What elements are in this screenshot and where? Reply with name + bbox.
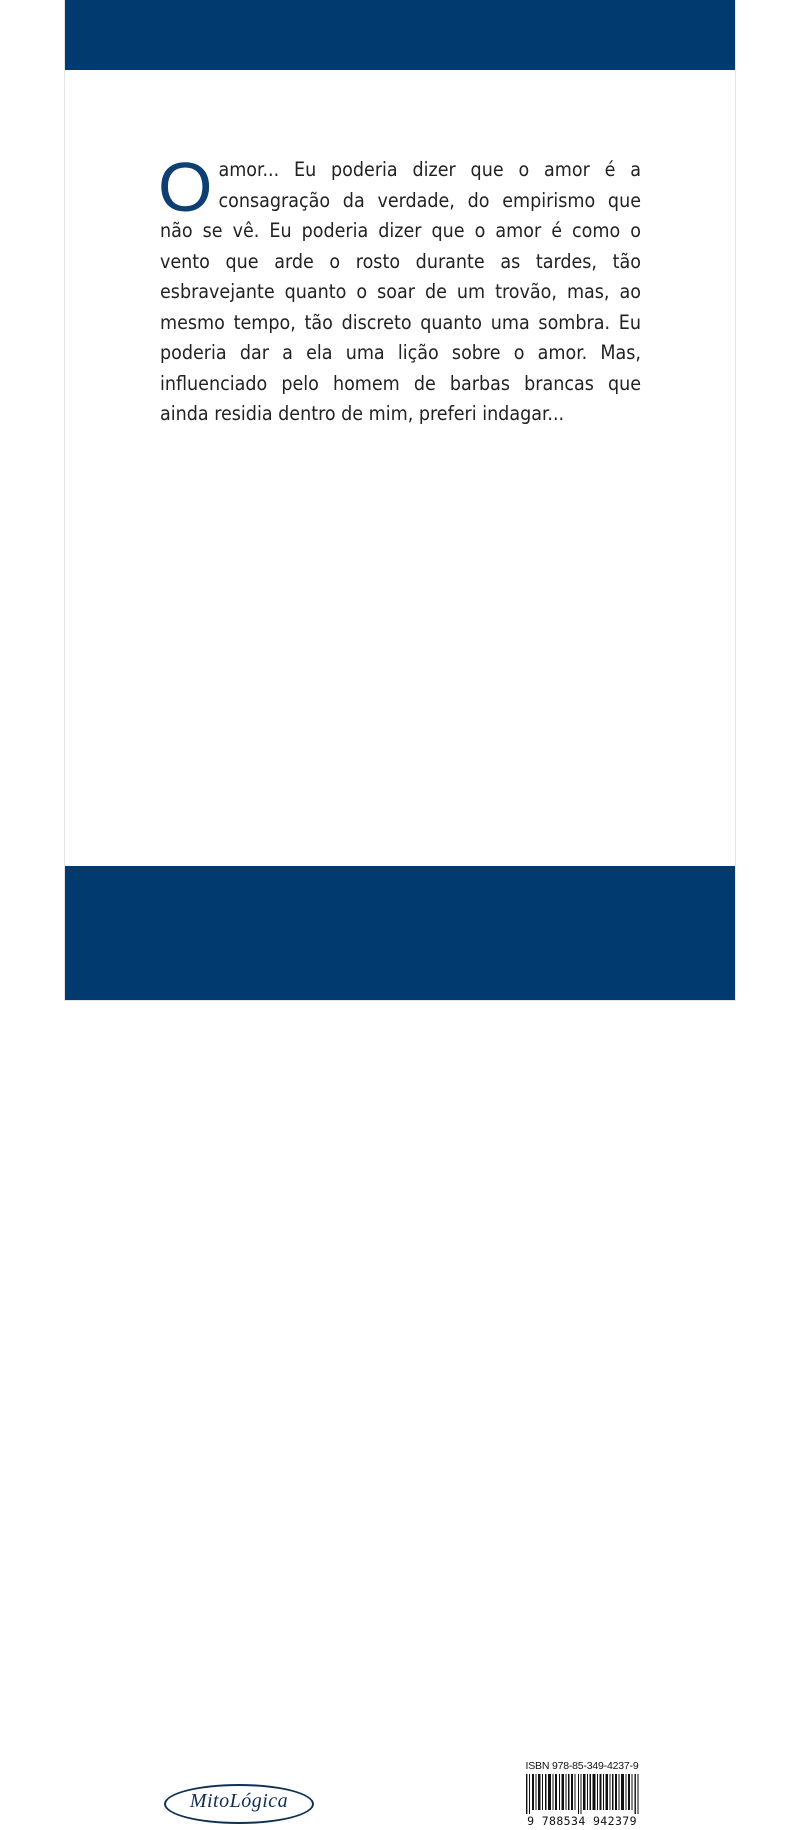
top-color-band: [65, 0, 735, 70]
back-cover-blurb: [158, 148, 641, 430]
barcode-icon: [524, 1774, 640, 1814]
book-back-cover: [65, 0, 735, 1828]
isbn-barcode-box: [520, 1758, 644, 1830]
isbn-label: ISBN 978-85-349-4237-9: [525, 1760, 639, 1772]
drop-cap-letter: O: [158, 148, 213, 226]
publisher-logo: [162, 1746, 322, 1828]
blurb-text: amor... Eu poderia dizer que o amor é a consagração da verdade, do empirismo que não se vê. Eu poderia dizer que o amor é como o vento que arde o rosto durante as tardes, tão esbravejante quanto o soar de um trovão, mas, ao mesmo tempo, tão discreto quanto uma sombra. Eu poderia dar a ela uma lição sobre o amor. Mas, influenciado pelo homem de barbas brancas que ainda residia dentro de mim, preferi indagar...: [160, 158, 641, 425]
publisher-name: MitoLógica: [189, 1790, 289, 1812]
bottom-color-band: [65, 866, 735, 1828]
barcode-digits: 9 788534 942379: [527, 1814, 637, 1828]
